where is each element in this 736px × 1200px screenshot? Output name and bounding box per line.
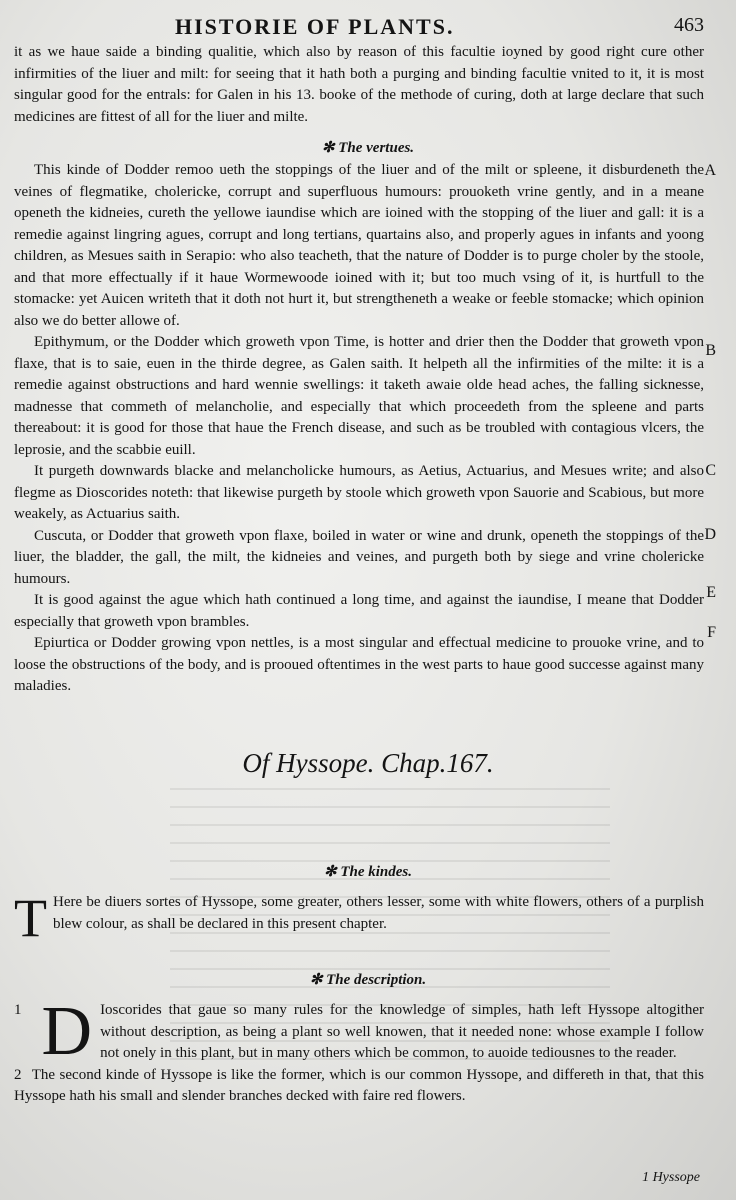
margin-marker-d: D	[704, 526, 716, 543]
vertue-paragraph-e: It is good against the ague which hath continued a long time, and against the iaundise, I meane that Dodder especially that groweth vpon brambles.	[14, 592, 704, 630]
description-heading: ✻ The description.	[309, 972, 427, 988]
catchword: 1 Hyssope	[642, 1170, 700, 1185]
description-section	[14, 993, 705, 1108]
item-number: 1	[14, 1002, 22, 1018]
page-number: 463	[674, 14, 704, 36]
description-item-1	[14, 993, 704, 1070]
vertues-heading: ✻ The vertues.	[321, 140, 415, 156]
kindes-text: Here be diuers sortes of Hyssope, some greater, others lesser, some with white flowers, others of a purplish blew colour, as shall be declared in this present chapter.	[53, 894, 704, 932]
dropcap-d: D	[41, 993, 93, 1070]
running-title: HISTORIE OF PLANTS.	[175, 14, 455, 39]
vertue-paragraph-f: Epiurtica or Dodder growing vpon nettles, is a most singular and effectual medicine to prouoke vrine, and to loose the obstructions of the body, and is prooued oftentimes in the west parts to haue good successe against many maladies.	[14, 635, 704, 694]
vertue-paragraph-b: Epithymum, or the Dodder which groweth vpon Time, is hotter and drier then the Dodder that groweth vpon flaxe, that is to saie, euen in the thirde degree, as Galen saith. It helpeth all the infirmities of the milte: it is a remedie against obstructions and hard wennie swellings: it taketh awaie olde head aches, the falling sicknesse, madnesse that commeth of melancholie, and especially that which proceedeth from the spleene and parts thereabout: it is good for those that haue the French disease, and such as be troubled with contagious vlcers, the leprosie, and the scabbie euill.	[14, 334, 704, 458]
margin-marker-c: C	[705, 462, 716, 479]
description-item-2	[14, 1065, 704, 1108]
vertue-paragraph-d: Cuscuta, or Dodder that groweth vpon flaxe, boiled in water or wine and drunk, openeth the stoppings of the liuer, the bladder, the gall, the milt, the kidneies and veines, and purgeth both by siege and vrine cholericke humours.	[14, 527, 704, 587]
description-text-2: The second kinde of Hyssope is like the former, which is our common Hyssope, and differeth in that, that this Hyssope hath his small and slender branches decked with faire red flowers.	[14, 1066, 705, 1104]
intro-paragraph	[14, 42, 704, 128]
vertue-paragraph-c: It purgeth downwards blacke and melancholicke humours, as Aetius, Actuarius, and Mesues write; and also flegme as Dioscorides noteth: that likewise purgeth by stoole which groweth vpon Sauorie and Scabious, but more weakely, as Actuarius saith.	[14, 463, 704, 522]
vertues-section	[14, 160, 704, 698]
margin-marker-f: F	[707, 624, 716, 641]
page-header	[0, 8, 736, 44]
description-text-1: Ioscorides that gaue so many rules for the knowledge of simples, hath left Hyssope altogither without description, as being a plant so well knowen, that it needed none: whose example I follow not onely in this plant, but in many others which be common, to auoide tediousnes to the reader.	[100, 1002, 704, 1061]
margin-marker-b: B	[705, 342, 716, 359]
chapter-title: Of Hyssope. Chap.167.	[242, 748, 494, 778]
item-number: 2	[14, 1066, 22, 1083]
margin-marker-a: A	[704, 162, 716, 179]
kindes-section	[14, 888, 704, 948]
margin-marker-e: E	[706, 584, 716, 601]
intro-text: it as we haue saide a binding qualitie, which also by reason of this facultie ioyned by good right cure other infirmities of the liuer and milt: for seeing that it hath both a purging and binding facultie vnited to it, it is most singular good for the entrals: for Galen in his 13. booke of the methode of curing, doth at large declare that such medicines are fittest of all for the liuer and milte.	[14, 44, 704, 125]
dropcap-t: T	[14, 888, 47, 948]
kindes-heading: ✻ The kindes.	[324, 864, 412, 880]
vertue-paragraph-a: This kinde of Dodder remoo ueth the stoppings of the liuer and of the milt or spleene, it disburdeneth the veines of flegmatike, cholericke, corrupt and superfluous humours: prouoketh vrine gently, and in a meane openeth the kidneies, cureth the yellowe iaundise which are ioined with the stopping of the liuer and gall: it is a remedie against lingring agues, corrupt and long tertians, quartains also, and properly agues in infants and yoong children, as Mesues saith in Serapio: who also teacheth, that the nature of Dodder is to purge choler by the stoole, and that more effectually if it haue Wormewoode ioined with it; but too much vsing of it, is hurtfull to the stomacke: yet Auicen writeth that it doth not hurt it, but strengtheneth a weake or feeble stomacke; which opinion also we do better allowe of.	[14, 162, 704, 329]
